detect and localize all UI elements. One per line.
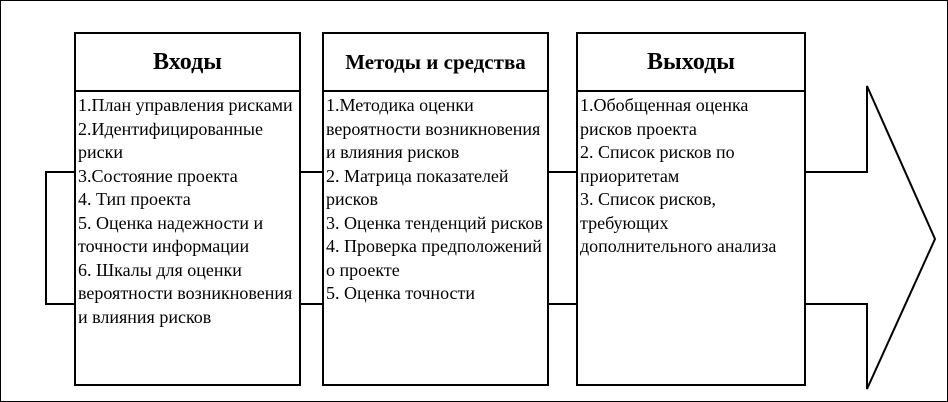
inputs-list (76, 92, 299, 384)
outputs-item: 1.Обобщенная оценка рисков проекта (580, 95, 749, 139)
methods-item: 1.Методика оценки вероятности возникновения и влияния рисков (326, 95, 541, 162)
methods-item: 3. Оценка тенденций рисков (326, 212, 543, 233)
inputs-item: 5. Оценка надежности и точности информации (78, 212, 264, 256)
inputs-title: Входы (76, 34, 299, 92)
methods-item: 4. Проверка предположений о проекте (326, 236, 542, 280)
inputs-item: 1.План управления рисками (78, 95, 293, 115)
outputs-item: 2. Список рисков по приоритетам (580, 142, 735, 186)
methods-list (324, 92, 547, 384)
left-bracket-line (46, 172, 74, 304)
methods-item: 2. Матрица показателей рисков (326, 165, 509, 209)
inputs-item: 6. Шкалы для оценки вероятности возникновения и влияния рисков (78, 259, 293, 327)
outputs-list (578, 92, 804, 384)
methods-box (322, 32, 549, 386)
outputs-box (576, 32, 806, 386)
methods-title: Методы и средства (324, 34, 547, 92)
outputs-title: Выходы (578, 34, 804, 92)
inputs-item: 3.Состояние проекта (78, 165, 238, 186)
big-arrow-outline (806, 86, 935, 389)
inputs-item: 2.Идентифицированные риски (78, 118, 263, 162)
inputs-item: 4. Тип проекта (78, 189, 191, 209)
methods-item: 5. Оценка точности (326, 283, 476, 303)
inputs-box (74, 32, 301, 386)
outputs-item: 3. Список рисков, требующих дополнительного анализа (580, 189, 777, 256)
